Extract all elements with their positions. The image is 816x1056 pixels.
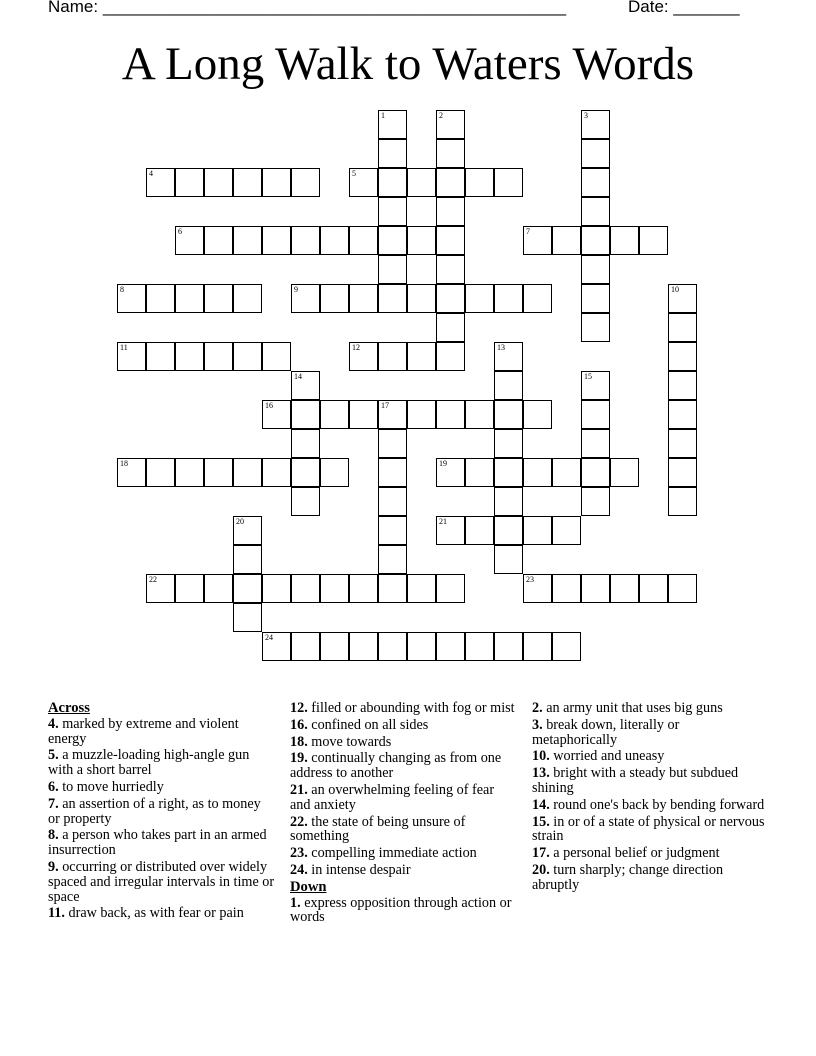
grid-cell[interactable] (494, 371, 523, 400)
grid-cell[interactable] (291, 371, 320, 400)
clue-item-number: 14. (532, 796, 550, 813)
clue-number: 9 (294, 285, 298, 294)
clue-item-number: 1. (290, 894, 301, 911)
grid-cell[interactable] (581, 110, 610, 139)
clue-item-number: 12. (290, 700, 308, 716)
grid-cell[interactable] (494, 429, 523, 458)
page-title: A Long Walk to Waters Words (121, 38, 695, 90)
grid-cell[interactable] (436, 342, 465, 371)
clue-item-text: confined on all sides (311, 716, 429, 733)
name-field[interactable]: _________________________________________________ (102, 0, 567, 16)
grid-cell[interactable] (581, 168, 610, 197)
grid-cell[interactable] (291, 487, 320, 516)
grid-cell[interactable] (581, 371, 610, 400)
grid-cell[interactable] (146, 574, 175, 603)
grid-cell[interactable] (378, 400, 407, 429)
clue-number: 8 (120, 285, 124, 294)
grid-cell[interactable] (581, 226, 610, 255)
clue-item-number: 23. (290, 845, 308, 862)
grid-cell[interactable] (378, 168, 407, 197)
name-label: Name: (48, 0, 99, 16)
grid-cell[interactable] (378, 139, 407, 168)
clue-item-number: 20. (532, 861, 550, 878)
clue-item-number: 15. (532, 813, 550, 830)
down-heading: Down (290, 878, 327, 895)
grid-cell[interactable] (494, 458, 523, 487)
across-heading: Across (48, 700, 90, 716)
grid-cell[interactable] (349, 632, 378, 661)
grid-cell[interactable] (378, 197, 407, 226)
grid-cell[interactable] (146, 342, 175, 371)
grid-cell[interactable] (523, 574, 552, 603)
clue-number: 5 (352, 169, 356, 178)
grid-cell[interactable] (436, 197, 465, 226)
grid-cell[interactable] (233, 226, 262, 255)
clue-item (290, 896, 518, 926)
clue-item-number: 2. (532, 700, 543, 716)
grid-cell[interactable] (291, 458, 320, 487)
grid-cell[interactable] (291, 284, 320, 313)
grid-cell[interactable] (436, 139, 465, 168)
grid-cell[interactable] (291, 226, 320, 255)
clue-item-text: in intense despair (311, 861, 411, 878)
clue-number: 11 (120, 343, 128, 352)
grid-cell[interactable] (581, 284, 610, 313)
clue-item (532, 863, 767, 893)
grid-cell[interactable] (552, 574, 581, 603)
grid-cell[interactable] (262, 400, 291, 429)
grid-cell[interactable] (523, 400, 552, 429)
clue-item (532, 798, 767, 813)
grid-cell[interactable] (465, 458, 494, 487)
grid-cell[interactable] (523, 458, 552, 487)
grid-cell[interactable] (233, 458, 262, 487)
clue-number: 24 (265, 633, 273, 642)
clue-number: 12 (352, 343, 360, 352)
grid-cell[interactable] (668, 371, 697, 400)
clue-item (532, 718, 767, 748)
clue-number: 13 (497, 343, 505, 352)
grid-cell[interactable] (378, 255, 407, 284)
clue-item (290, 701, 518, 716)
grid-cell[interactable] (581, 313, 610, 342)
grid-cell[interactable] (668, 487, 697, 516)
clue-number: 6 (178, 227, 182, 236)
grid-cell[interactable] (465, 516, 494, 545)
grid-cell[interactable] (233, 603, 262, 632)
clue-item-number: 11. (48, 905, 65, 922)
grid-cell[interactable] (291, 429, 320, 458)
clue-item-number: 6. (48, 778, 59, 795)
grid-cell[interactable] (610, 226, 639, 255)
clue-item-text: a personal belief or judgment (553, 845, 720, 862)
clue-item-text: a muzzle-loading high-angle gun with a short barrel (48, 747, 250, 779)
grid-cell[interactable] (668, 574, 697, 603)
grid-cell[interactable] (378, 342, 407, 371)
grid-cell[interactable] (494, 400, 523, 429)
grid-cell[interactable] (378, 226, 407, 255)
grid-cell[interactable] (146, 458, 175, 487)
grid-cell[interactable] (581, 197, 610, 226)
grid-cell[interactable] (262, 458, 291, 487)
grid-cell[interactable] (581, 458, 610, 487)
clues-column-2 (290, 701, 518, 927)
grid-cell[interactable] (233, 168, 262, 197)
grid-cell[interactable] (320, 574, 349, 603)
grid-cell[interactable] (465, 632, 494, 661)
grid-cell[interactable] (378, 545, 407, 574)
grid-cell[interactable] (378, 574, 407, 603)
grid-cell[interactable] (233, 545, 262, 574)
grid-cell[interactable] (175, 342, 204, 371)
clue-item-text: round one's back by bending forward (553, 796, 765, 813)
grid-cell[interactable] (320, 284, 349, 313)
date-group (628, 0, 740, 17)
clue-item (290, 815, 518, 845)
clue-item-number: 3. (532, 716, 543, 733)
grid-cell[interactable] (494, 516, 523, 545)
grid-cell[interactable] (552, 458, 581, 487)
grid-cell[interactable] (378, 632, 407, 661)
grid-cell[interactable] (668, 429, 697, 458)
clue-item-text: break down, literally or metaphorically (532, 716, 680, 748)
clue-number: 20 (236, 517, 244, 526)
grid-cell[interactable] (378, 487, 407, 516)
clue-number: 14 (294, 372, 302, 381)
grid-cell[interactable] (581, 487, 610, 516)
clue-item (48, 828, 276, 858)
clue-item-text: express opposition through action or words (290, 894, 512, 926)
grid-cell[interactable] (262, 226, 291, 255)
grid-cell[interactable] (436, 400, 465, 429)
grid-cell[interactable] (117, 284, 146, 313)
clue-number: 17 (381, 401, 389, 410)
grid-cell[interactable] (320, 226, 349, 255)
grid-cell[interactable] (552, 226, 581, 255)
grid-cell[interactable] (523, 284, 552, 313)
grid-cell[interactable] (378, 429, 407, 458)
grid-cell[interactable] (407, 632, 436, 661)
grid-cell[interactable] (349, 284, 378, 313)
clue-item (48, 860, 276, 904)
clue-item-text: a person who takes part in an armed insurrection (48, 827, 267, 859)
date-label: Date: (628, 0, 669, 16)
clue-item (532, 749, 767, 764)
grid-cell[interactable] (494, 632, 523, 661)
grid-cell[interactable] (407, 284, 436, 313)
grid-cell[interactable] (349, 168, 378, 197)
clue-number: 2 (439, 111, 443, 120)
clue-item (532, 766, 767, 796)
clue-item-text: compelling immediate action (311, 845, 477, 862)
clue-item-number: 21. (290, 781, 308, 798)
grid-cell[interactable] (494, 545, 523, 574)
clues-column-3 (532, 701, 767, 895)
grid-cell[interactable] (349, 400, 378, 429)
clue-item-text: filled or abounding with fog or mist (311, 700, 515, 716)
clue-item (290, 783, 518, 813)
grid-cell[interactable] (262, 632, 291, 661)
clue-item (290, 751, 518, 781)
grid-cell[interactable] (668, 313, 697, 342)
grid-cell[interactable] (204, 342, 233, 371)
grid-cell[interactable] (436, 284, 465, 313)
clue-item-text: an army unit that uses big guns (546, 700, 723, 716)
clue-item-text: continually changing as from one address to another (290, 750, 502, 782)
grid-cell[interactable] (146, 168, 175, 197)
clue-number: 21 (439, 517, 447, 526)
grid-cell[interactable] (436, 516, 465, 545)
grid-cell[interactable] (436, 574, 465, 603)
clue-item-number: 19. (290, 750, 308, 767)
clue-item-text: bright with a steady but subdued shining (532, 765, 739, 796)
grid-cell[interactable] (436, 226, 465, 255)
grid-cell[interactable] (291, 168, 320, 197)
clue-number: 23 (526, 575, 534, 584)
grid-cell[interactable] (494, 342, 523, 371)
grid-cell[interactable] (291, 574, 320, 603)
grid-cell[interactable] (581, 255, 610, 284)
grid-cell[interactable] (233, 284, 262, 313)
grid-cell[interactable] (378, 458, 407, 487)
grid-cell[interactable] (407, 168, 436, 197)
grid-cell[interactable] (146, 284, 175, 313)
grid-cell[interactable] (639, 226, 668, 255)
clues-column-1 (48, 701, 276, 923)
grid-cell[interactable] (378, 284, 407, 313)
grid-cell[interactable] (349, 342, 378, 371)
grid-cell[interactable] (523, 516, 552, 545)
grid-cell[interactable] (668, 400, 697, 429)
clue-number: 18 (120, 459, 128, 468)
clue-number: 19 (439, 459, 447, 468)
grid-cell[interactable] (552, 516, 581, 545)
grid-cell[interactable] (291, 400, 320, 429)
clue-item (48, 717, 276, 747)
grid-cell[interactable] (320, 632, 349, 661)
grid-cell[interactable] (117, 458, 146, 487)
grid-cell[interactable] (204, 458, 233, 487)
grid-cell[interactable] (349, 574, 378, 603)
grid-cell[interactable] (204, 226, 233, 255)
grid-cell[interactable] (262, 342, 291, 371)
grid-cell[interactable] (494, 168, 523, 197)
clue-item (48, 780, 276, 795)
clue-number: 10 (671, 285, 679, 294)
grid-cell[interactable] (610, 458, 639, 487)
grid-cell[interactable] (407, 574, 436, 603)
grid-cell[interactable] (494, 487, 523, 516)
grid-cell[interactable] (407, 226, 436, 255)
grid-cell[interactable] (668, 284, 697, 313)
clue-item (290, 718, 518, 733)
clue-item-text: to move hurriedly (62, 778, 164, 795)
grid-cell[interactable] (436, 110, 465, 139)
grid-cell[interactable] (117, 342, 146, 371)
grid-cell[interactable] (349, 226, 378, 255)
grid-cell[interactable] (436, 313, 465, 342)
grid-cell[interactable] (204, 168, 233, 197)
clue-item (532, 846, 767, 861)
grid-cell[interactable] (581, 574, 610, 603)
grid-cell[interactable] (581, 400, 610, 429)
grid-cell[interactable] (407, 400, 436, 429)
clue-number: 16 (265, 401, 273, 410)
clue-item (48, 906, 276, 921)
grid-cell[interactable] (175, 226, 204, 255)
grid-cell[interactable] (639, 574, 668, 603)
grid-cell[interactable] (175, 284, 204, 313)
clue-item-text: marked by extreme and violent energy (48, 715, 239, 747)
grid-cell[interactable] (204, 574, 233, 603)
grid-cell[interactable] (465, 284, 494, 313)
clue-item-text: in or of a state of physical or nervous strain (532, 813, 765, 845)
clue-item-number: 13. (532, 765, 550, 782)
clue-item-number: 4. (48, 715, 59, 732)
grid-cell[interactable] (175, 574, 204, 603)
clue-item (48, 797, 276, 827)
grid-cell[interactable] (233, 574, 262, 603)
grid-cell[interactable] (436, 168, 465, 197)
clue-item (48, 748, 276, 778)
date-field[interactable]: _______ (673, 0, 740, 16)
clue-number: 3 (584, 111, 588, 120)
grid-cell[interactable] (175, 168, 204, 197)
clue-item (532, 701, 767, 716)
grid-cell[interactable] (233, 342, 262, 371)
clue-item-text: turn sharply; change direction abruptly (532, 861, 724, 893)
clue-item-text: move towards (311, 733, 392, 750)
clue-item-number: 9. (48, 858, 59, 875)
clue-item-number: 10. (532, 748, 550, 765)
grid-cell[interactable] (204, 284, 233, 313)
grid-cell[interactable] (436, 255, 465, 284)
clue-item-text: draw back, as with fear or pain (68, 905, 244, 922)
grid-cell[interactable] (233, 516, 262, 545)
clue-item (290, 863, 518, 878)
clue-item-number: 22. (290, 813, 308, 830)
name-date-line (48, 0, 788, 17)
grid-cell[interactable] (320, 458, 349, 487)
clue-item-text: the state of being unsure of something (290, 813, 466, 845)
grid-cell[interactable] (465, 168, 494, 197)
grid-cell[interactable] (465, 400, 494, 429)
clue-item-number: 17. (532, 845, 550, 862)
grid-cell[interactable] (436, 458, 465, 487)
clue-item-text: occurring or distributed over widely spaced and irregular intervals in time or space (48, 858, 275, 905)
clue-item (532, 815, 767, 845)
clue-item-number: 8. (48, 827, 59, 844)
grid-cell[interactable] (407, 342, 436, 371)
grid-cell[interactable] (581, 429, 610, 458)
clue-item-text: worried and uneasy (553, 748, 665, 765)
clue-number: 4 (149, 169, 153, 178)
clue-item-number: 16. (290, 716, 308, 733)
clue-number: 15 (584, 372, 592, 381)
grid-cell[interactable] (581, 139, 610, 168)
clue-item-text: an overwhelming feeling of fear and anxiety (290, 781, 495, 813)
grid-cell[interactable] (610, 574, 639, 603)
grid-cell[interactable] (494, 284, 523, 313)
grid-cell[interactable] (262, 168, 291, 197)
grid-cell[interactable] (523, 632, 552, 661)
grid-cell[interactable] (378, 110, 407, 139)
grid-cell[interactable] (668, 342, 697, 371)
grid-cell[interactable] (523, 226, 552, 255)
clue-number: 7 (526, 227, 530, 236)
grid-cell[interactable] (552, 632, 581, 661)
clue-number: 1 (381, 111, 385, 120)
clue-item-number: 5. (48, 747, 59, 764)
grid-cell[interactable] (668, 458, 697, 487)
grid-cell[interactable] (262, 574, 291, 603)
clue-item (290, 735, 518, 750)
grid-cell[interactable] (320, 400, 349, 429)
grid-cell[interactable] (436, 632, 465, 661)
clue-item-number: 7. (48, 795, 59, 812)
clue-item-number: 24. (290, 861, 308, 878)
grid-cell[interactable] (291, 632, 320, 661)
clue-item-text: an assertion of a right, as to money or property (48, 795, 261, 827)
grid-cell[interactable] (175, 458, 204, 487)
clue-item-number: 18. (290, 733, 308, 750)
grid-cell[interactable] (378, 516, 407, 545)
clue-item (290, 846, 518, 861)
clue-number: 22 (149, 575, 157, 584)
